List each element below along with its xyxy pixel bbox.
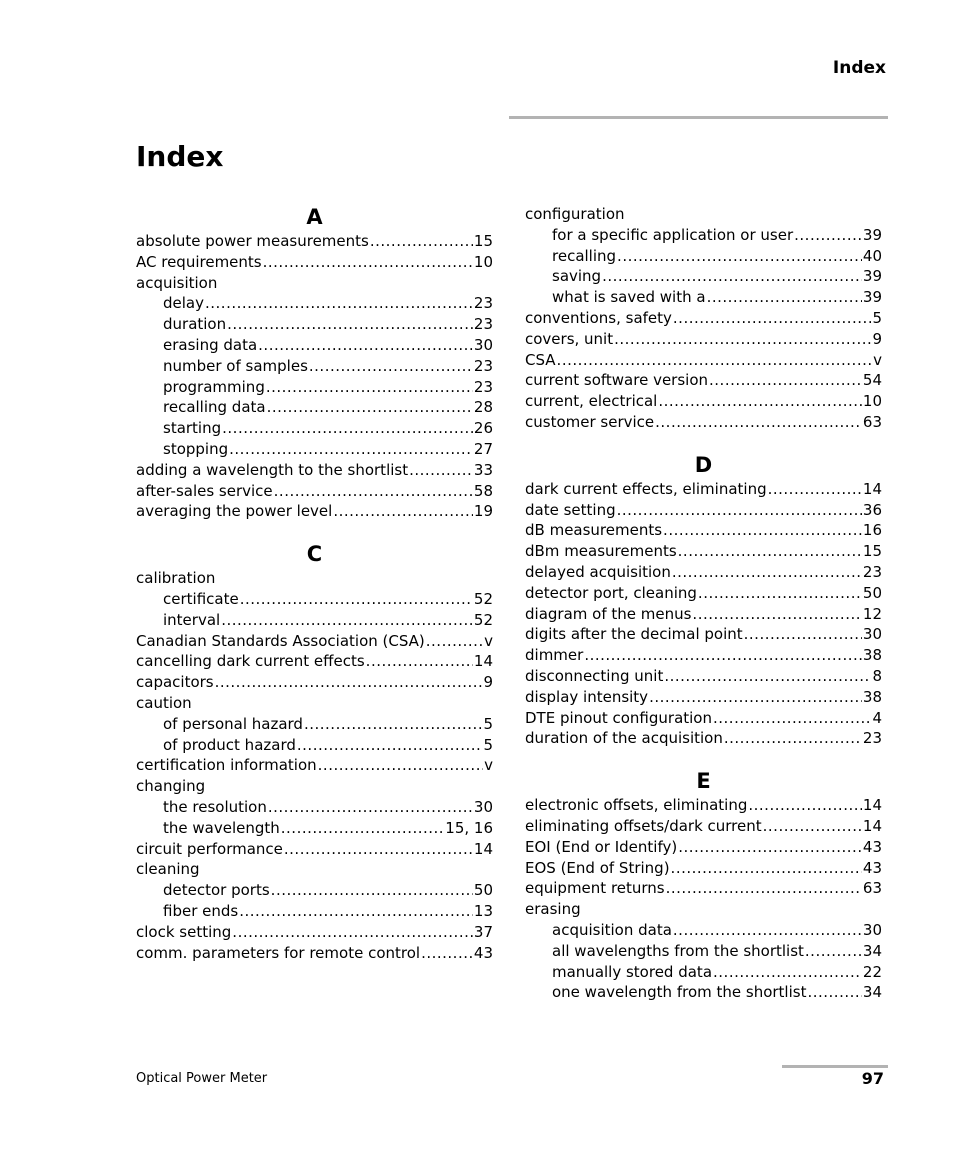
index-entry — [525, 308, 882, 329]
entry-term: capacitors — [136, 673, 214, 692]
entry-page-ref: 15 — [862, 542, 882, 561]
leader-dots — [671, 858, 862, 879]
entry-page-ref: 40 — [862, 246, 882, 265]
entry-term: number of samples — [163, 356, 308, 375]
index-entry — [136, 672, 493, 693]
entry-page-ref: 10 — [473, 252, 493, 271]
leader-dots — [240, 589, 473, 610]
entry-page-ref: 15 — [473, 232, 493, 250]
leader-dots — [713, 708, 871, 729]
index-entry — [525, 204, 882, 225]
entry-page-ref: 50 — [862, 583, 882, 602]
index-subentry — [525, 920, 882, 941]
index-entry — [525, 858, 882, 879]
entry-page-ref: 34 — [862, 983, 882, 1002]
entry-term: recalling data — [163, 398, 266, 417]
index-entry — [525, 329, 882, 350]
leader-dots — [221, 610, 473, 631]
leader-dots — [672, 562, 862, 583]
entry-page-ref: 43 — [473, 943, 493, 962]
section-letter: A — [306, 205, 323, 229]
section-letter: C — [306, 542, 323, 567]
entry-page-ref: 54 — [862, 371, 882, 390]
leader-dots — [266, 377, 473, 398]
entry-term: CSA — [525, 350, 556, 369]
index-subentry — [136, 589, 493, 610]
index-entry — [136, 776, 493, 797]
entry-page-ref: v — [873, 350, 882, 369]
entry-term: dB measurements — [525, 521, 663, 540]
index-entry — [136, 755, 493, 776]
leader-dots — [673, 920, 862, 941]
entry-page-ref: 52 — [473, 589, 493, 608]
leader-dots — [426, 631, 483, 652]
entry-term: display intensity — [525, 687, 649, 706]
entry-term: stopping — [163, 439, 229, 458]
entry-term: certification information — [136, 756, 317, 775]
entry-term: delay — [163, 294, 204, 313]
leader-dots — [366, 651, 473, 672]
index-subentry — [136, 418, 493, 439]
entry-term: duration of the acquisition — [525, 729, 723, 748]
leader-dots — [649, 687, 862, 708]
entry-page-ref: 43 — [862, 837, 882, 856]
entry-page-ref: 14 — [473, 652, 493, 671]
entry-term: configuration — [525, 205, 625, 223]
leader-dots — [227, 314, 473, 335]
entry-term: of personal hazard — [163, 714, 303, 733]
entry-term: cleaning — [136, 860, 200, 879]
index-section — [525, 768, 882, 1003]
entry-term: disconnecting unit — [525, 666, 664, 685]
footer-rule — [782, 1065, 888, 1068]
entry-page-ref: 23 — [862, 562, 882, 581]
leader-dots — [602, 266, 862, 287]
index-subentry — [136, 714, 493, 735]
leader-dots — [678, 837, 862, 858]
entry-page-ref: v — [484, 756, 493, 775]
entry-page-ref: 58 — [473, 481, 493, 500]
entry-term: acquisition data — [552, 920, 672, 939]
index-section — [525, 452, 882, 749]
index-subentry — [136, 735, 493, 756]
index-section — [136, 204, 493, 522]
index-subentry — [136, 610, 493, 631]
entry-term: current software version — [525, 371, 709, 390]
leader-dots — [698, 583, 862, 604]
leader-dots — [205, 293, 473, 314]
entry-page-ref: 30 — [862, 625, 882, 644]
index-column-left — [136, 204, 493, 982]
leader-dots — [663, 520, 862, 541]
entry-page-ref: 30 — [862, 920, 882, 939]
entry-term: all wavelengths from the shortlist — [552, 941, 804, 960]
index-entry — [525, 479, 882, 500]
entry-term: caution — [136, 693, 192, 712]
leader-dots — [692, 604, 861, 625]
index-entry — [525, 370, 882, 391]
leader-dots — [807, 982, 861, 1003]
entry-page-ref: 22 — [862, 962, 882, 981]
index-entry — [525, 541, 882, 562]
leader-dots — [309, 356, 473, 377]
index-entry — [525, 645, 882, 666]
entry-term: cancelling dark current effects — [136, 652, 365, 671]
leader-dots — [421, 943, 473, 964]
entry-page-ref: 50 — [473, 881, 493, 900]
leader-dots — [724, 728, 862, 749]
entry-term: saving — [552, 267, 602, 286]
index-subentry — [525, 287, 882, 308]
index-subentry — [136, 377, 493, 398]
entry-term: changing — [136, 777, 206, 796]
leader-dots — [274, 481, 473, 502]
index-subentry — [136, 818, 493, 839]
leader-dots — [297, 735, 483, 756]
entry-term: erasing — [525, 900, 581, 919]
entry-page-ref: 16 — [862, 521, 882, 540]
leader-dots — [748, 795, 862, 816]
entry-page-ref: 30 — [473, 335, 493, 354]
index-entry — [525, 666, 882, 687]
entry-page-ref: 39 — [862, 267, 882, 286]
index-subentry — [136, 293, 493, 314]
entry-term: DTE pinout configuration — [525, 708, 712, 727]
leader-dots — [666, 878, 862, 899]
index-entry — [136, 859, 493, 880]
entry-page-ref: 15, 16 — [445, 818, 493, 837]
index-entry — [525, 583, 882, 604]
index-subentry — [136, 439, 493, 460]
index-section — [136, 541, 493, 963]
entry-term: clock setting — [136, 922, 232, 941]
entry-page-ref: v — [484, 631, 493, 650]
entry-term: starting — [163, 419, 222, 438]
index-subentry — [136, 397, 493, 418]
entry-page-ref: 28 — [473, 398, 493, 417]
leader-dots — [617, 500, 862, 521]
leader-dots — [744, 624, 862, 645]
index-subentry — [525, 246, 882, 267]
entry-page-ref: 36 — [862, 500, 882, 519]
index-section — [525, 204, 882, 433]
index-subentry — [525, 941, 882, 962]
index-entry — [136, 231, 493, 252]
entry-page-ref: 39 — [862, 288, 882, 307]
index-subentry — [136, 356, 493, 377]
index-entry — [136, 693, 493, 714]
entry-page-ref: 14 — [473, 839, 493, 858]
entry-term: absolute power measurements — [136, 232, 369, 250]
entry-page-ref: 9 — [483, 673, 493, 692]
index-subentry — [136, 314, 493, 335]
index-entry — [136, 460, 493, 481]
entry-term: equipment returns — [525, 879, 665, 898]
footer-product-name: Optical Power Meter — [136, 1071, 268, 1086]
entry-page-ref: 8 — [872, 666, 882, 685]
index-entry — [136, 252, 493, 273]
running-header: Index — [832, 58, 886, 78]
index-subentry — [136, 901, 493, 922]
page-title: Index — [136, 140, 224, 173]
index-column-right — [525, 204, 882, 1022]
leader-dots — [409, 460, 473, 481]
leader-dots — [768, 479, 862, 500]
leader-dots — [268, 797, 473, 818]
leader-dots — [614, 329, 871, 350]
index-entry — [136, 631, 493, 652]
entry-page-ref: 30 — [473, 797, 493, 816]
entry-term: programming — [163, 377, 265, 396]
entry-term: one wavelength from the shortlist — [552, 983, 807, 1002]
index-entry — [525, 728, 882, 749]
leader-dots — [678, 541, 862, 562]
index-entry — [525, 878, 882, 899]
entry-page-ref: 63 — [862, 412, 882, 431]
index-entry — [525, 350, 882, 371]
leader-dots — [655, 412, 862, 433]
index-entry — [525, 520, 882, 541]
index-subentry — [525, 225, 882, 246]
entry-page-ref: 5 — [872, 308, 882, 327]
index-entry — [525, 412, 882, 433]
entry-term: diagram of the menus — [525, 604, 692, 623]
index-entry — [136, 943, 493, 964]
entry-term: interval — [163, 610, 221, 629]
entry-page-ref: 33 — [473, 460, 493, 479]
entry-term: dBm measurements — [525, 542, 677, 561]
entry-page-ref: 23 — [473, 294, 493, 313]
leader-dots — [707, 287, 862, 308]
index-entry — [525, 391, 882, 412]
leader-dots — [229, 439, 473, 460]
entry-term: detector ports — [163, 881, 270, 900]
leader-dots — [673, 308, 872, 329]
section-letter: E — [696, 769, 711, 794]
header-rule — [509, 116, 888, 119]
entry-page-ref: 52 — [473, 610, 493, 629]
index-subentry — [525, 266, 882, 287]
entry-term: AC requirements — [136, 252, 262, 271]
entry-term: the wavelength — [163, 818, 280, 837]
index-entry — [525, 795, 882, 816]
entry-term: recalling — [552, 246, 617, 265]
leader-dots — [271, 880, 473, 901]
index-entry — [136, 481, 493, 502]
entry-term: averaging the power level — [136, 502, 333, 521]
index-entry — [525, 687, 882, 708]
entry-page-ref: 63 — [862, 879, 882, 898]
entry-term: erasing data — [163, 335, 258, 354]
entry-page-ref: 34 — [862, 941, 882, 960]
leader-dots — [333, 501, 473, 522]
page-number: 97 — [861, 1069, 884, 1088]
index-subentry — [525, 982, 882, 1003]
index-entry — [525, 816, 882, 837]
entry-page-ref: 5 — [483, 714, 493, 733]
entry-term: customer service — [525, 412, 655, 431]
entry-term: delayed acquisition — [525, 562, 671, 581]
entry-page-ref: 4 — [872, 708, 882, 727]
leader-dots — [584, 645, 862, 666]
entry-term: the resolution — [163, 797, 267, 816]
index-entry — [525, 500, 882, 521]
leader-dots — [232, 922, 473, 943]
index-entry — [525, 708, 882, 729]
leader-dots — [794, 225, 862, 246]
entry-term: EOS (End of String) — [525, 858, 670, 877]
index-entry — [525, 899, 882, 920]
leader-dots — [258, 335, 473, 356]
leader-dots — [263, 252, 473, 273]
entry-page-ref: 43 — [862, 858, 882, 877]
leader-dots — [281, 818, 445, 839]
index-subentry — [136, 797, 493, 818]
entry-page-ref: 23 — [473, 315, 493, 334]
index-subentry — [136, 880, 493, 901]
index-entry — [136, 922, 493, 943]
entry-page-ref: 14 — [862, 479, 882, 498]
leader-dots — [763, 816, 862, 837]
entry-term: duration — [163, 315, 227, 334]
leader-dots — [617, 246, 862, 267]
entry-term: digits after the decimal point — [525, 625, 743, 644]
entry-term: conventions, safety — [525, 308, 672, 327]
entry-page-ref: 38 — [862, 687, 882, 706]
entry-page-ref: 23 — [473, 377, 493, 396]
leader-dots — [318, 755, 483, 776]
entry-term: dimmer — [525, 646, 584, 665]
leader-dots — [557, 350, 873, 371]
leader-dots — [664, 666, 871, 687]
entry-term: after-sales service — [136, 481, 273, 500]
index-entry — [136, 839, 493, 860]
entry-page-ref: 10 — [862, 392, 882, 411]
leader-dots — [267, 397, 473, 418]
index-subentry — [525, 962, 882, 983]
leader-dots — [215, 672, 483, 693]
entry-page-ref: 13 — [473, 901, 493, 920]
entry-term: date setting — [525, 500, 616, 519]
entry-page-ref: 9 — [872, 329, 882, 348]
entry-term: comm. parameters for remote control — [136, 943, 421, 962]
entry-term: detector port, cleaning — [525, 583, 697, 602]
entry-term: certificate — [163, 589, 239, 608]
index-entry — [136, 273, 493, 294]
entry-term: EOI (End or Identify) — [525, 837, 678, 856]
entry-page-ref: 26 — [473, 419, 493, 438]
leader-dots — [370, 231, 473, 252]
index-entry — [136, 501, 493, 522]
entry-term: for a specific application or user — [552, 225, 794, 244]
leader-dots — [658, 391, 862, 412]
entry-page-ref: 23 — [473, 356, 493, 375]
entry-page-ref: 12 — [862, 604, 882, 623]
entry-term: acquisition — [136, 273, 218, 292]
entry-page-ref: 23 — [862, 729, 882, 748]
leader-dots — [805, 941, 862, 962]
entry-term: covers, unit — [525, 329, 614, 348]
leader-dots — [239, 901, 473, 922]
index-subentry — [136, 335, 493, 356]
entry-page-ref: 14 — [862, 816, 882, 835]
index-entry — [136, 651, 493, 672]
index-entry — [525, 624, 882, 645]
entry-term: electronic offsets, eliminating — [525, 796, 748, 815]
entry-page-ref: 19 — [473, 502, 493, 521]
index-entry — [525, 562, 882, 583]
leader-dots — [284, 839, 473, 860]
entry-term: what is saved with a — [552, 288, 706, 307]
entry-term: manually stored data — [552, 962, 713, 981]
entry-page-ref: 5 — [483, 735, 493, 754]
leader-dots — [304, 714, 482, 735]
entry-term: Canadian Standards Association (CSA) — [136, 631, 425, 650]
entry-term: current, electrical — [525, 392, 658, 411]
leader-dots — [222, 418, 473, 439]
index-entry — [136, 568, 493, 589]
entry-term: dark current effects, eliminating — [525, 479, 767, 498]
entry-page-ref: 38 — [862, 646, 882, 665]
entry-page-ref: 39 — [862, 225, 882, 244]
entry-term: eliminating offsets/dark current — [525, 816, 762, 835]
entry-term: circuit performance — [136, 839, 283, 858]
leader-dots — [713, 962, 862, 983]
section-letter: D — [694, 452, 713, 477]
entry-term: fiber ends — [163, 901, 239, 920]
leader-dots — [709, 370, 862, 391]
entry-term: adding a wavelength to the shortlist — [136, 460, 409, 479]
index-entry — [525, 837, 882, 858]
index-entry — [525, 604, 882, 625]
entry-term: calibration — [136, 569, 216, 588]
entry-page-ref: 14 — [862, 796, 882, 815]
entry-term: of product hazard — [163, 735, 296, 754]
entry-page-ref: 37 — [473, 922, 493, 941]
entry-page-ref: 27 — [473, 439, 493, 458]
